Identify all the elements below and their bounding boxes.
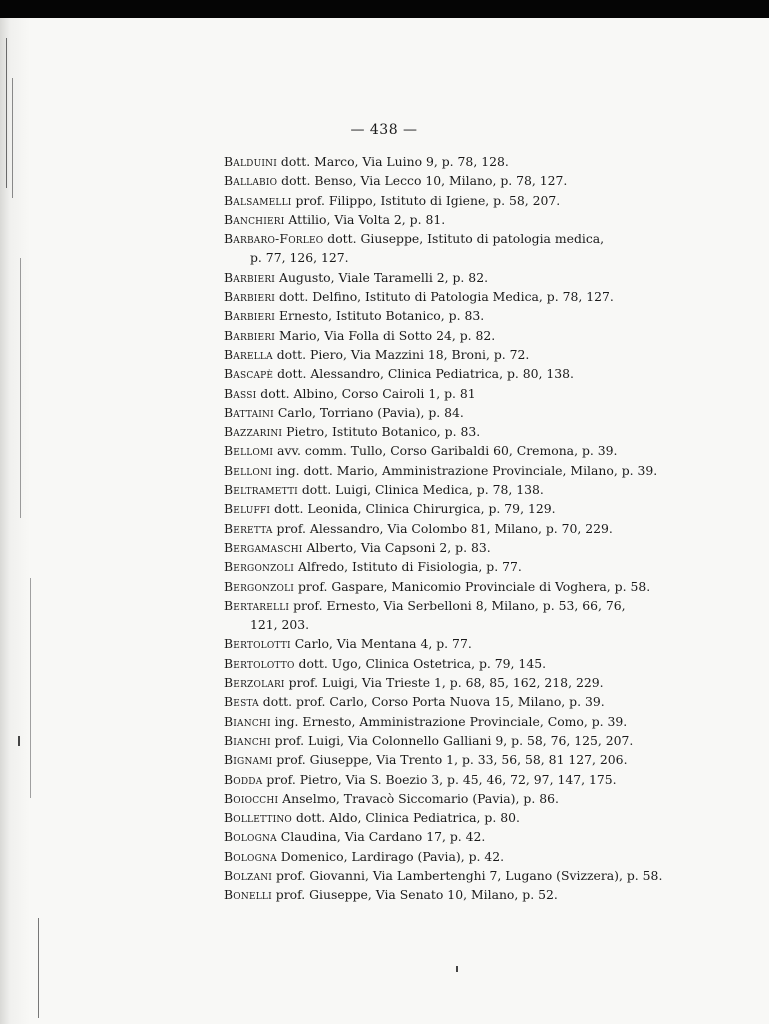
index-entry: [224, 519, 664, 538]
index-entry: [224, 210, 664, 229]
entry-details: prof. Giuseppe, Via Trento 1, p. 33, 56, 58, 81 127, 206.: [272, 752, 628, 768]
entry-surname: Ballabio: [224, 173, 278, 189]
stray-mark: [18, 736, 20, 746]
entry-details: prof. Alessandro, Via Colombo 81, Milano, p. 70, 229.: [272, 520, 613, 536]
entry-surname: Bonelli: [224, 887, 272, 903]
entry-details: dott. Albino, Corso Cairoli 1, p. 81: [256, 385, 476, 401]
index-entry: [224, 634, 664, 653]
entry-surname: Bollettino: [224, 810, 292, 826]
entry-surname: Bertolotti: [224, 636, 291, 652]
index-entry: [224, 364, 664, 383]
entry-surname: Bologna: [224, 829, 277, 845]
index-entry: [224, 577, 664, 596]
entry-surname: Banchieri: [224, 211, 285, 227]
entry-details: dott. Alessandro, Clinica Pediatrica, p. 80, 138.: [273, 366, 574, 382]
entry-details: Carlo, Torriano (Pavia), p. 84.: [273, 404, 464, 420]
entry-details: Augusto, Viale Taramelli 2, p. 82.: [275, 269, 489, 285]
entry-surname: Berzolari: [224, 675, 285, 691]
index-entry: [224, 885, 664, 904]
index-entry: [224, 712, 664, 731]
entry-surname: Barella: [224, 346, 273, 362]
index-entry: [224, 441, 664, 460]
index-entry: [224, 152, 664, 171]
entry-details: Alfredo, Istituto di Fisiologia, p. 77.: [294, 559, 522, 575]
entry-details: Carlo, Via Mentana 4, p. 77.: [290, 636, 472, 652]
entry-details: dott. prof. Carlo, Corso Porta Nuova 15, Milano, p. 39.: [258, 694, 605, 710]
index-entry: [224, 847, 664, 866]
entry-details: Pietro, Istituto Botanico, p. 83.: [282, 424, 481, 440]
entry-details: dott. Leonida, Clinica Chirurgica, p. 79, 129.: [270, 501, 556, 517]
entry-surname: Bolzani: [224, 867, 273, 883]
entry-details: Claudina, Via Cardano 17, p. 42.: [276, 829, 486, 845]
entry-surname: Beluffi: [224, 501, 271, 517]
binding-edge: [0, 18, 48, 1024]
index-entry: [224, 306, 664, 325]
entry-surname: Bazzarini: [224, 424, 283, 440]
index-entry: [224, 673, 664, 692]
entry-details: prof. Ernesto, Via Serbelloni 8, Milano, p. 53, 66, 76,: [289, 597, 626, 613]
entry-details: prof. Giuseppe, Via Senato 10, Milano, p. 52.: [271, 887, 558, 903]
entry-surname: Bergonzoli: [224, 578, 295, 594]
index-entry: [224, 596, 664, 615]
index-entry: [224, 229, 664, 248]
index-entry: [224, 403, 664, 422]
entry-details: dott. Piero, Via Mazzini 18, Broni, p. 72.: [272, 346, 530, 362]
entry-details: prof. Pietro, Via S. Boezio 3, p. 45, 46, 72, 97, 147, 175.: [262, 771, 617, 787]
entry-details: Anselmo, Travacò Siccomario (Pavia), p. 86.: [278, 790, 559, 806]
index-entry: [224, 808, 664, 827]
entry-continuation: 121, 203.: [250, 617, 310, 633]
entry-details: ing. dott. Mario, Amministrazione Provinciale, Milano, p. 39.: [271, 462, 658, 478]
entry-details: prof. Giovanni, Via Lambertenghi 7, Lugano (Svizzera), p. 58.: [272, 867, 663, 883]
index-entry: [224, 268, 664, 287]
entry-surname: Barbieri: [224, 289, 276, 305]
index-entry: [224, 422, 664, 441]
entry-surname: Beltrametti: [224, 482, 298, 498]
page-number: — 438 —: [350, 122, 418, 138]
entry-surname: Boiocchi: [224, 790, 279, 806]
entry-details: Attilio, Via Volta 2, p. 81.: [284, 211, 446, 227]
entry-surname: Bertolotto: [224, 655, 295, 671]
entry-surname: Bianchi: [224, 713, 271, 729]
index-entry: [224, 461, 664, 480]
entry-details: prof. Luigi, Via Colonnello Galliani 9, p. 58, 76, 125, 207.: [270, 732, 634, 748]
entry-surname: Barbieri: [224, 327, 276, 343]
entry-surname: Bergamaschi: [224, 539, 303, 555]
entry-surname: Balsamelli: [224, 192, 292, 208]
entry-surname: Battaini: [224, 404, 274, 420]
entry-surname: Barbieri: [224, 269, 276, 285]
entry-details: dott. Luigi, Clinica Medica, p. 78, 138.: [297, 482, 544, 498]
entry-details: prof. Filippo, Istituto di Igiene, p. 58, 207.: [291, 192, 561, 208]
index-entry: [224, 731, 664, 750]
index-entry: [224, 866, 664, 885]
entry-details: ing. Ernesto, Amministrazione Provinciale, Como, p. 39.: [270, 713, 628, 729]
entry-surname: Bellomi: [224, 443, 274, 459]
index-entry: [224, 191, 664, 210]
entry-surname: Barbieri: [224, 308, 276, 324]
entry-details: Alberto, Via Capsoni 2, p. 83.: [302, 539, 491, 555]
entry-details: Mario, Via Folla di Sotto 24, p. 82.: [275, 327, 496, 343]
entry-details: avv. comm. Tullo, Corso Garibaldi 60, Cremona, p. 39.: [273, 443, 618, 459]
entry-details: prof. Gaspare, Manicomio Provinciale di Voghera, p. 58.: [294, 578, 651, 594]
index-entry: [224, 557, 664, 576]
entry-surname: Barbaro-Forleo: [224, 231, 324, 247]
index-entry: [224, 827, 664, 846]
entry-details: dott. Marco, Via Luino 9, p. 78, 128.: [276, 154, 509, 169]
entry-details: prof. Luigi, Via Trieste 1, p. 68, 85, 162, 218, 229.: [284, 675, 604, 691]
entry-surname: Bianchi: [224, 732, 271, 748]
entry-details: dott. Benso, Via Lecco 10, Milano, p. 78, 127.: [277, 173, 568, 189]
index-entry: [224, 750, 664, 769]
index-entry: [224, 770, 664, 789]
index-entry: [224, 692, 664, 711]
index-entry: [224, 384, 664, 403]
index-entries: [224, 152, 664, 905]
index-entry: [224, 171, 664, 190]
index-entry: [224, 345, 664, 364]
index-entry: [224, 287, 664, 306]
entry-surname: Bergonzoli: [224, 559, 295, 575]
entry-details: Domenico, Lardirago (Pavia), p. 42.: [276, 848, 505, 864]
entry-surname: Bignami: [224, 752, 273, 768]
stray-mark: [456, 966, 458, 972]
index-entry: [224, 538, 664, 557]
entry-surname: Belloni: [224, 462, 272, 478]
index-entry: [224, 499, 664, 518]
index-entry: [224, 480, 664, 499]
entry-details: dott. Delfino, Istituto di Patologia Medica, p. 78, 127.: [275, 289, 614, 305]
entry-details: dott. Giuseppe, Istituto di patologia medica,: [323, 231, 605, 247]
entry-details: dott. Ugo, Clinica Ostetrica, p. 79, 145.: [294, 655, 547, 671]
entry-surname: Bassi: [224, 385, 257, 401]
entry-surname: Bascapè: [224, 366, 274, 382]
entry-surname: Beretta: [224, 520, 273, 536]
entry-surname: Balduini: [224, 154, 277, 169]
entry-details: Ernesto, Istituto Botanico, p. 83.: [275, 308, 485, 324]
entry-surname: Bologna: [224, 848, 277, 864]
entry-details: dott. Aldo, Clinica Pediatrica, p. 80.: [292, 810, 520, 826]
entry-continuation: p. 77, 126, 127.: [250, 250, 349, 266]
entry-surname: Bertarelli: [224, 597, 290, 613]
index-entry: [224, 789, 664, 808]
entry-surname: Besta: [224, 694, 259, 710]
index-entry: [224, 654, 664, 673]
entry-surname: Bodda: [224, 771, 263, 787]
index-entry: [224, 326, 664, 345]
